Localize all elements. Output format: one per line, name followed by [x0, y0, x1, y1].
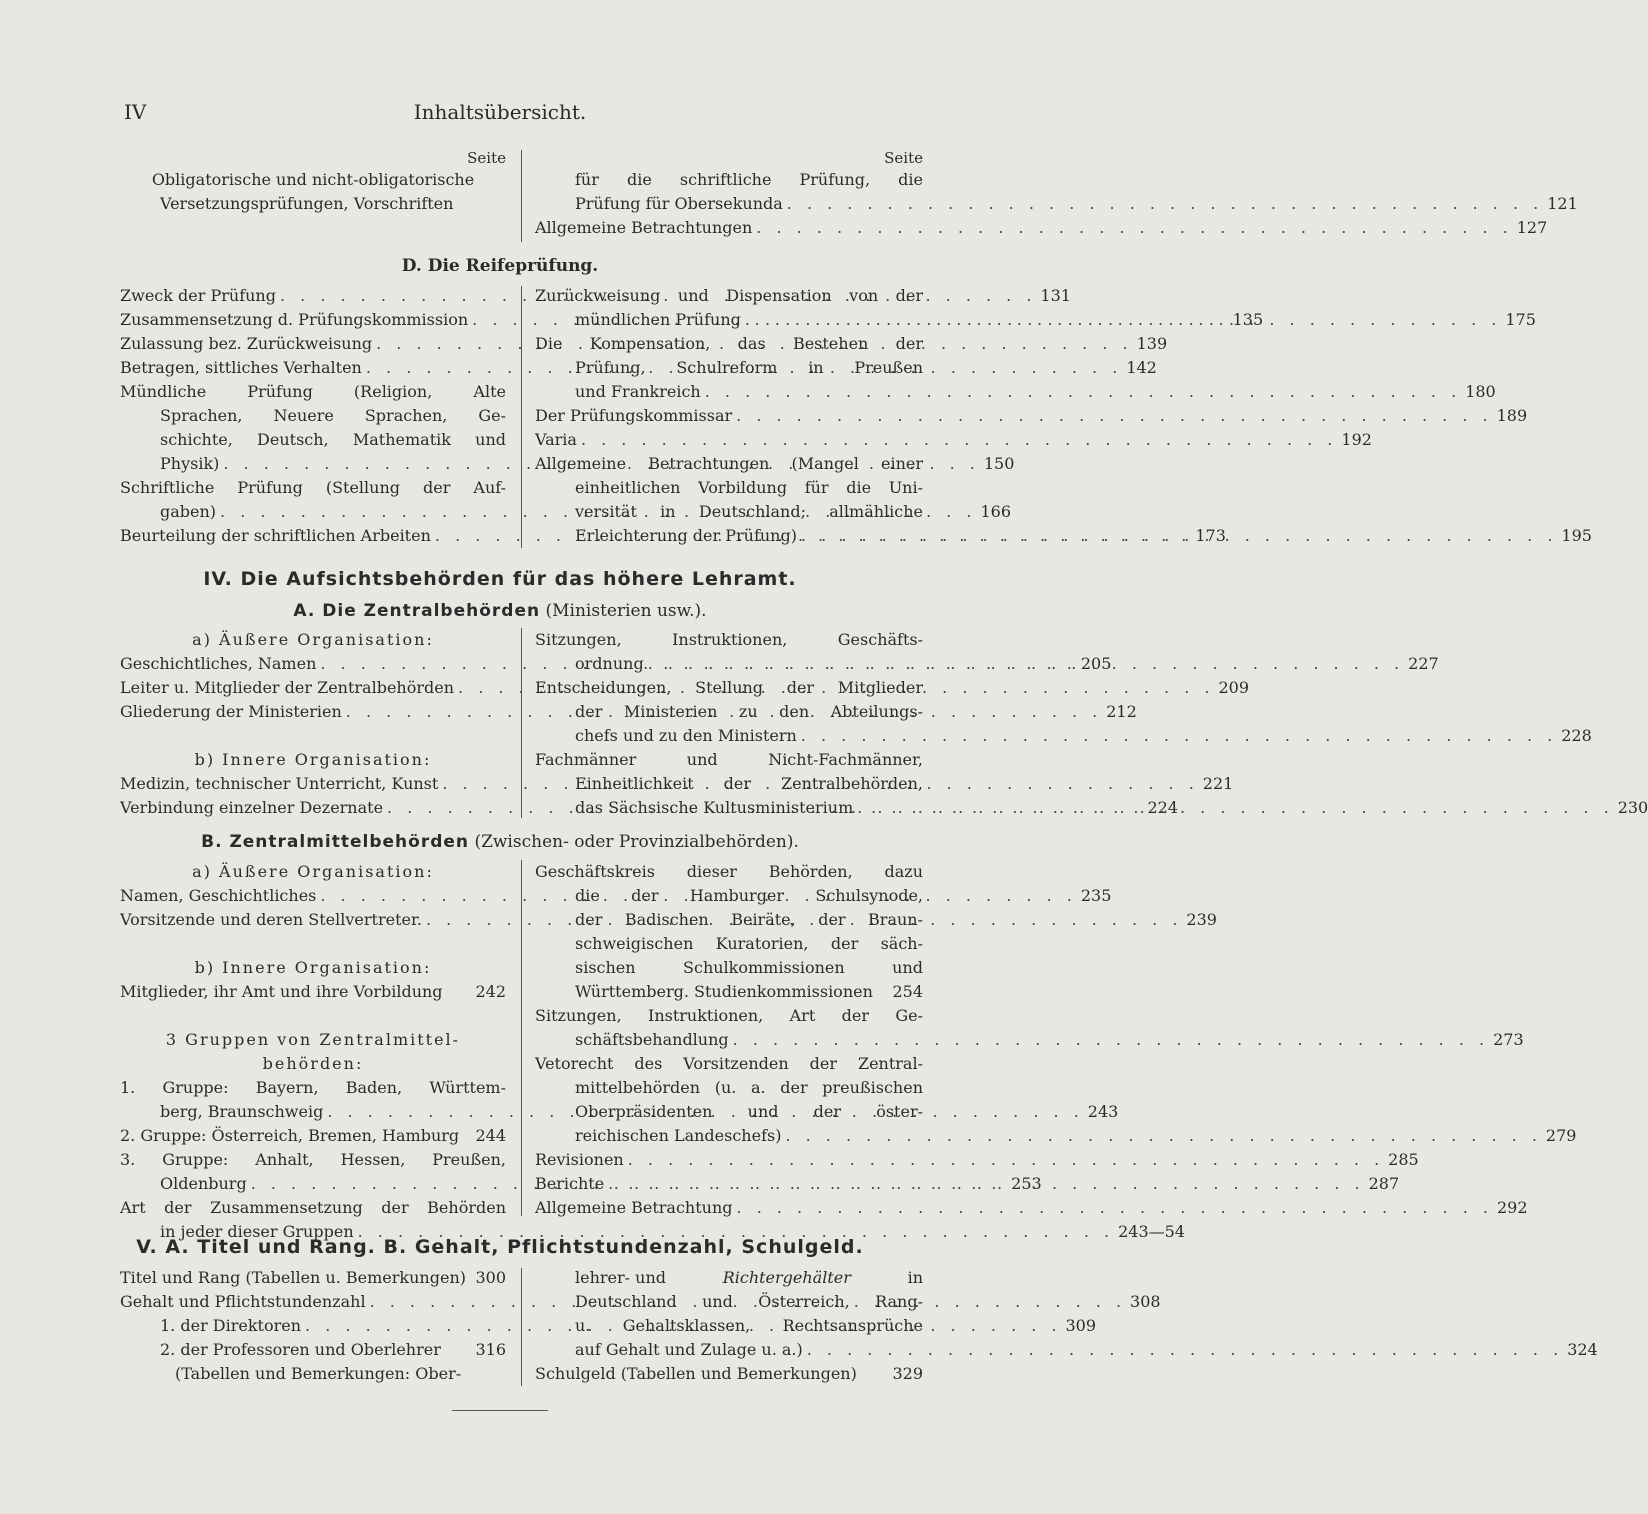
toc-entry: mündlichen Prüfung . . . 175: [535, 308, 923, 332]
toc-entry: gaben) . . . 166: [120, 500, 506, 524]
toc-entry: einheitlichen Vorbildung für die Uni-: [575, 478, 923, 497]
toc-entry: Titel und Rang (Tabellen u. Bemerkungen) 300: [120, 1268, 506, 1287]
toc-entry: schweigischen Kuratorien, der säch-: [575, 934, 923, 953]
toc-entry: Prüfung, Schulreform in Preußen: [575, 358, 923, 377]
seite-label: Seite: [884, 149, 923, 167]
toc-entry: die der Hamburger Schulsynode,: [575, 886, 923, 905]
toc-entry: Vetorecht des Vorsitzenden der Zentral-: [535, 1054, 923, 1073]
toc-entry: 2. Gruppe: Österreich, Bremen, Hamburg 244: [120, 1126, 506, 1145]
section-iv-title: IV. Die Aufsichtsbehörden für das höhere Lehramt.: [203, 568, 797, 590]
column-divider: [521, 286, 522, 548]
section-d-title: D. Die Reifeprüfung.: [401, 256, 599, 276]
subheading: b) Innere Organisation:: [194, 750, 432, 769]
section-iv-a-title-rest: (Ministerien usw.).: [545, 601, 707, 621]
toc-entry: mittelbehörden (u. a. der preußischen: [575, 1078, 923, 1097]
toc-entry: der Badischen Beiräte, der Braun-: [575, 910, 923, 929]
section-iv-b-title: B. Zentralmittelbehörden: [201, 832, 470, 852]
section-iv-a-heading: [0, 601, 1000, 621]
toc-entry: Berichte . . . 287: [535, 1172, 923, 1196]
subheading: behörden:: [262, 1054, 364, 1073]
toc-entry: Verbindung einzelner Dezernate . . . 224: [120, 796, 506, 820]
toc-entry: Erleichterung der Prüfung) . . . 195: [535, 524, 923, 548]
subheading: a) Äußere Organisation:: [192, 630, 434, 649]
toc-entry: Geschäftskreis dieser Behörden, dazu: [535, 862, 923, 881]
section-iv-b-title-rest: (Zwischen- oder Provinzialbehörden).: [474, 832, 799, 852]
toc-entry: Namen, Geschichtliches . . . 235: [120, 884, 506, 908]
column-divider: [521, 1268, 522, 1386]
toc-entry: ordnung . . . 227: [535, 652, 923, 676]
seite-label: Seite: [467, 149, 506, 167]
toc-entry: versität in Deutschland; allmähliche: [575, 502, 923, 521]
toc-entry: berg, Braunschweig . . . 243: [120, 1100, 506, 1124]
toc-entry: Zurückweisung und Dispensation von der: [535, 286, 923, 305]
toc-entry: Versetzungsprüfungen, Vorschriften: [160, 194, 454, 213]
toc-entry: Württemberg. Studienkommissionen 254: [575, 982, 923, 1001]
toc-entry: Die Kompensation, das Bestehen der: [535, 334, 923, 353]
toc-entry: sischen Schulkommissionen und: [575, 958, 923, 977]
toc-entry: Beurteilung der schriftlichen Arbeiten . . . 173: [120, 524, 506, 548]
toc-entry: Zulassung bez. Zurückweisung . . . 139: [120, 332, 506, 356]
toc-entry: Allgemeine Betrachtungen . . . 127: [535, 216, 923, 240]
toc-entry: Prüfung für Obersekunda . . . 121: [535, 192, 923, 216]
toc-entry: schäftsbehandlung . . . 273: [535, 1028, 923, 1052]
toc-entry: auf Gehalt und Zulage u. a.) . . . 324: [535, 1338, 923, 1362]
toc-entry: Oldenburg . . . 253: [120, 1172, 506, 1196]
column-divider: [521, 628, 522, 818]
toc-entry: Gliederung der Ministerien . . . 212: [120, 700, 506, 724]
toc-entry: Geschichtliches, Namen . . . 205: [120, 652, 506, 676]
toc-entry: Mitglieder, ihr Amt und ihre Vorbildung 242: [120, 982, 506, 1001]
toc-entry: Physik) . . . 150: [120, 452, 506, 476]
toc-entry: Sitzungen, Instruktionen, Art der Ge-: [535, 1006, 923, 1025]
toc-entry: 1. Gruppe: Bayern, Baden, Württem-: [120, 1078, 506, 1097]
toc-entry: 3. Gruppe: Anhalt, Hessen, Preußen,: [120, 1150, 506, 1169]
toc-entry: Einheitlichkeit der Zentralbehörden,: [575, 774, 923, 793]
toc-entry: Allgemeine Betrachtungen (Mangel einer: [535, 454, 923, 473]
toc-entry: Schriftliche Prüfung (Stellung der Auf-: [120, 478, 506, 497]
toc-entry: reichischen Landeschefs) . . . 279: [535, 1124, 923, 1148]
toc-entry: 2. der Professoren und Oberlehrer 316: [160, 1340, 506, 1359]
toc-entry: Sitzungen, Instruktionen, Geschäfts-: [535, 630, 923, 649]
section-iv-b-heading: [0, 832, 1000, 852]
block1-left-column: [120, 146, 506, 216]
toc-entry: Revisionen . . . 285: [535, 1148, 923, 1172]
toc-entry: und Frankreich . . . 180: [535, 380, 923, 404]
toc-entry: Fachmänner und Nicht-Fachmänner,: [535, 750, 923, 769]
subheading: a) Äußere Organisation:: [192, 862, 434, 881]
page-number: IV: [124, 100, 147, 124]
toc-entry: Zusammensetzung d. Prüfungskommission . . . 135: [120, 308, 506, 332]
toc-entry: Vorsitzende und deren Stellvertreter. . . . 239: [120, 908, 506, 932]
toc-entry: chefs und zu den Ministern . . . 228: [535, 724, 923, 748]
toc-entry: 1. der Direktoren . . . 309: [120, 1314, 506, 1338]
toc-entry: Medizin, technischer Unterricht, Kunst . . . 221: [120, 772, 506, 796]
section-iv-a-title: A. Die Zentralbehörden: [293, 601, 541, 621]
page-title: Inhaltsübersicht.: [413, 100, 587, 124]
subheading: b) Innere Organisation:: [194, 958, 432, 977]
toc-entry: Zweck der Prüfung . . . 131: [120, 284, 506, 308]
toc-entry: Betragen, sittliches Verhalten . . . 142: [120, 356, 506, 380]
block1-right-column: [535, 146, 1578, 240]
toc-entry: Varia . . . 192: [535, 428, 923, 452]
toc-entry: Obligatorische und nicht-obligatorische: [151, 170, 475, 189]
toc-entry: schichte, Deutsch, Mathematik und: [160, 430, 506, 449]
toc-entry: das Sächsische Kultusministerium . . . 230: [535, 796, 923, 820]
toc-entry: Deutschland und Österreich, Rang-: [575, 1292, 923, 1311]
toc-entry: Entscheidungen, Stellung der Mitglieder: [535, 678, 923, 697]
toc-entry: in jeder dieser Gruppen . . . 243—54: [120, 1220, 506, 1244]
toc-entry: Oberpräsidenten und der öster-: [575, 1102, 923, 1121]
subheading: 3 Gruppen von Zentralmittel-: [165, 1030, 461, 1049]
toc-entry: Schulgeld (Tabellen und Bemerkungen) 329: [535, 1364, 923, 1383]
toc-entry: Allgemeine Betrachtung . . . 292: [535, 1196, 923, 1220]
toc-entry: Der Prüfungskommissar . . . 189: [535, 404, 923, 428]
toc-entry: lehrer- und Richtergehälter in: [575, 1268, 923, 1287]
toc-entry: Leiter u. Mitglieder der Zentralbehörden . . . 209: [120, 676, 506, 700]
footer-rule: [452, 1410, 548, 1411]
toc-entry: Mündliche Prüfung (Religion, Alte: [120, 382, 506, 401]
column-divider: [521, 860, 522, 1216]
toc-entry: (Tabellen und Bemerkungen: Ober-: [175, 1364, 462, 1383]
toc-entry: der Ministerien zu den Abteilungs-: [575, 702, 923, 721]
toc-entry: u. Gehaltsklassen, Rechtsansprüche: [575, 1316, 923, 1335]
section-v-title: V. A. Titel und Rang. B. Gehalt, Pflichtstundenzahl, Schulgeld.: [136, 1236, 864, 1258]
toc-entry: Art der Zusammensetzung der Behörden: [120, 1198, 506, 1217]
toc-entry: für die schriftliche Prüfung, die: [575, 170, 923, 189]
toc-entry: Sprachen, Neuere Sprachen, Ge-: [160, 406, 506, 425]
column-divider: [521, 150, 522, 242]
toc-entry: Gehalt und Pflichtstundenzahl . . . 308: [120, 1290, 506, 1314]
